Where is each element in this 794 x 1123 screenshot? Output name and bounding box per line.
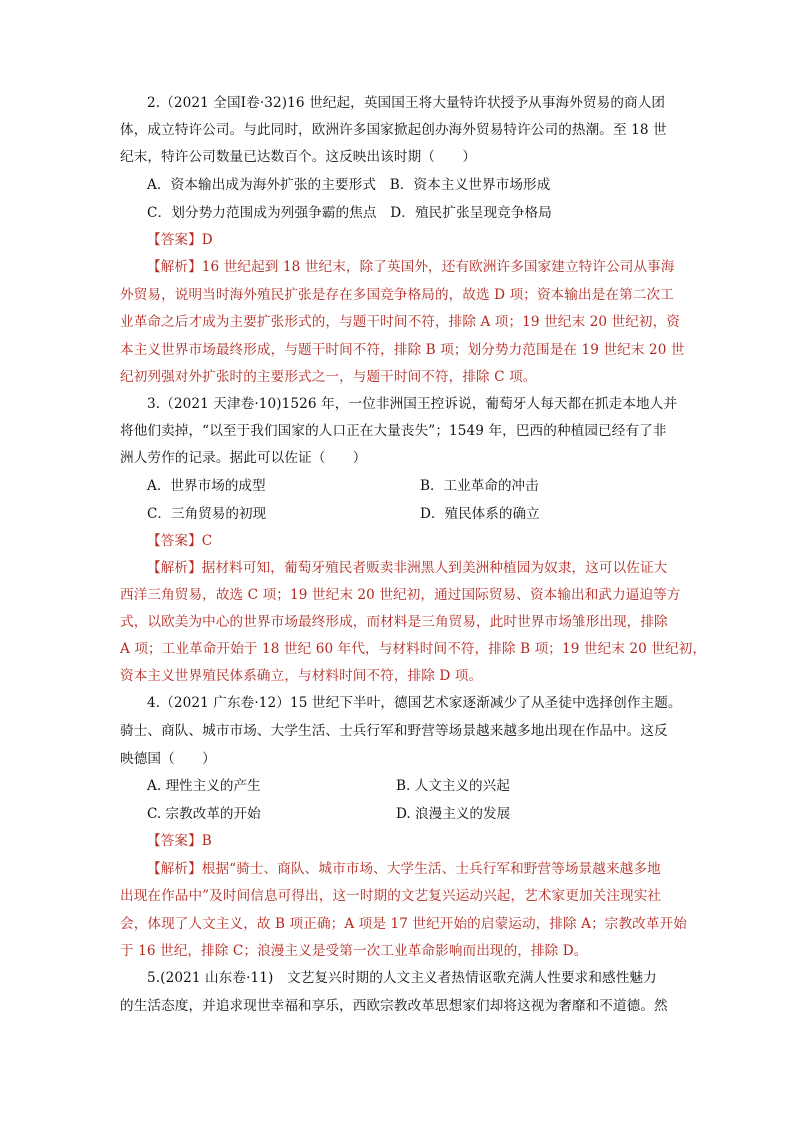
analysis-label: 【解析】 [147, 259, 202, 275]
q2-options-line-2: C．划分势力范围成为列强争霸的焦点 D．殖民扩张呈现竞争格局 [147, 205, 552, 221]
q5-stem-line-2: 的生活态度，并追求现世幸福和享乐，西欧宗教改革思想家们却将这视为奢靡和不道德。然 [120, 998, 668, 1014]
answer-label: 【答案】 [147, 533, 202, 549]
q4-option-c: C. 宗教改革的开始 [147, 806, 261, 822]
q4-analysis-line-4: 于 16 世纪，排除 C；浪漫主义是受第一次工业革命影响而出现的，排除 D。 [120, 943, 588, 959]
q2-answer [147, 231, 213, 249]
q4-analysis-line-3: 会，体现了人文主义，故 B 项正确；A 项是 17 世纪开始的启蒙运动，排除 A；宗教改革开始 [120, 916, 687, 932]
q3-stem-line-1: 3.（2021 天津卷·10)1526 年，一位非洲国王控诉说，葡萄牙人每天都在抓走本地人并 [147, 396, 678, 412]
q2-stem-line-2: 体，成立特许公司。与此同时，欧洲许多国家掀起创办海外贸易特许公司的热潮。至 18 世 [120, 122, 667, 138]
answer-value: C [201, 533, 213, 549]
answer-label: 【答案】 [147, 232, 202, 248]
analysis-text: 16 世纪起到 18 世纪末，除了英国外，还有欧洲许多国家建立特许公司从事海 [201, 259, 675, 275]
q2-analysis-line-5: 纪初列强对外扩张时的主要形式之一，与题干时间不符，排除 C 项。 [120, 369, 537, 385]
answer-value: B [201, 833, 212, 849]
q3-stem-line-3: 洲人劳作的记录。据此可以佐证（ ） [120, 450, 367, 466]
q4-stem-line-3: 映德国（ ） [120, 751, 216, 767]
analysis-text: 根据“骑士、商队、城市市场、大学生活、士兵行军和野营等场景越来越多地 [201, 861, 661, 877]
q3-analysis-line-1 [147, 559, 667, 577]
q4-option-d: D. 浪漫主义的发展 [396, 806, 511, 822]
q2-analysis-line-1 [147, 258, 675, 276]
q3-answer [147, 532, 212, 550]
q3-option-d: D．殖民体系的确立 [420, 506, 540, 522]
q3-analysis-line-2: 西洋三角贸易，故选 C 项；19 世纪末 20 世纪初，通过国际贸易、资本输出和武力逼迫等方 [120, 587, 681, 603]
q2-analysis-line-4: 本主义世界市场最终形成，与题干时间不符，排除 B 项；划分势力范围是在 19 世纪末 20 世 [120, 342, 685, 358]
q4-analysis-line-1 [147, 860, 661, 878]
analysis-label: 【解析】 [147, 861, 202, 877]
q3-analysis-line-4: A 项；工业革命开始于 18 世纪 60 年代，与材料时间不符，排除 B 项；19 世纪末 20 世纪初， [120, 641, 707, 657]
q4-analysis-line-2: 出现在作品中”及时间信息可得出，这一时期的文艺复兴运动兴起，艺术家更加关注现实社 [120, 888, 662, 904]
q4-option-b: B. 人文主义的兴起 [396, 778, 510, 794]
analysis-text: 据材料可知，葡萄牙殖民者贩卖非洲黑人到美洲种植园为奴隶，这可以佐证大 [201, 560, 668, 576]
q2-stem-line-1: 2.（2021 全国Ⅰ卷·32)16 世纪起，英国国王将大量特许状授予从事海外贸易的商人团 [147, 95, 666, 111]
q3-stem-line-2: 将他们卖掉，“以至于我们国家的人口正在大量丧失”；1549 年，巴西的种植园已经有了非 [120, 423, 667, 439]
q4-stem-line-2: 骑士、商队、城市市场、大学生活、士兵行军和野营等场景越来越多地出现在作品中。这反 [120, 723, 668, 739]
q3-analysis-line-5: 资本主义世界殖民体系确立，与材料时间不符，排除 D 项。 [120, 668, 483, 684]
q2-stem-line-3: 纪末，特许公司数量已达数百个。这反映出该时期（ ） [120, 149, 477, 165]
q5-stem-line-1: 5.(2021 山东卷·11) 文艺复兴时期的人文主义者热情讴歌充满人性要求和感性魅力 [147, 970, 657, 986]
q3-option-b: B．工业革命的冲击 [420, 478, 539, 494]
q2-analysis-line-2: 外贸易，说明当时海外殖民扩张是存在多国竞争格局的，故选 D 项；资本输出是在第二次工 [120, 287, 674, 303]
q3-analysis-line-3: 式，以欧美为中心的世界市场最终形成，而材料是三角贸易，此时世界市场雏形出现，排除 [120, 614, 668, 630]
analysis-label: 【解析】 [147, 560, 202, 576]
q3-option-c: C．三角贸易的初现 [147, 506, 267, 522]
answer-value: D [201, 232, 213, 248]
q3-option-a: A．世界市场的成型 [147, 478, 266, 494]
q4-stem-line-1: 4.（2021 广东卷·12）15 世纪下半叶，德国艺术家逐渐减少了从圣徒中选择创作主题。 [147, 695, 682, 711]
q2-analysis-line-3: 业革命之后才成为主要扩张形式的，与题干时间不符，排除 A 项；19 世纪末 20 世纪初，资 [120, 314, 680, 330]
q2-options-line-1: A．资本输出成为海外扩张的主要形式 B．资本主义世界市场形成 [147, 177, 551, 193]
q4-answer [147, 832, 212, 850]
answer-label: 【答案】 [147, 833, 202, 849]
q4-option-a: A. 理性主义的产生 [147, 778, 261, 794]
